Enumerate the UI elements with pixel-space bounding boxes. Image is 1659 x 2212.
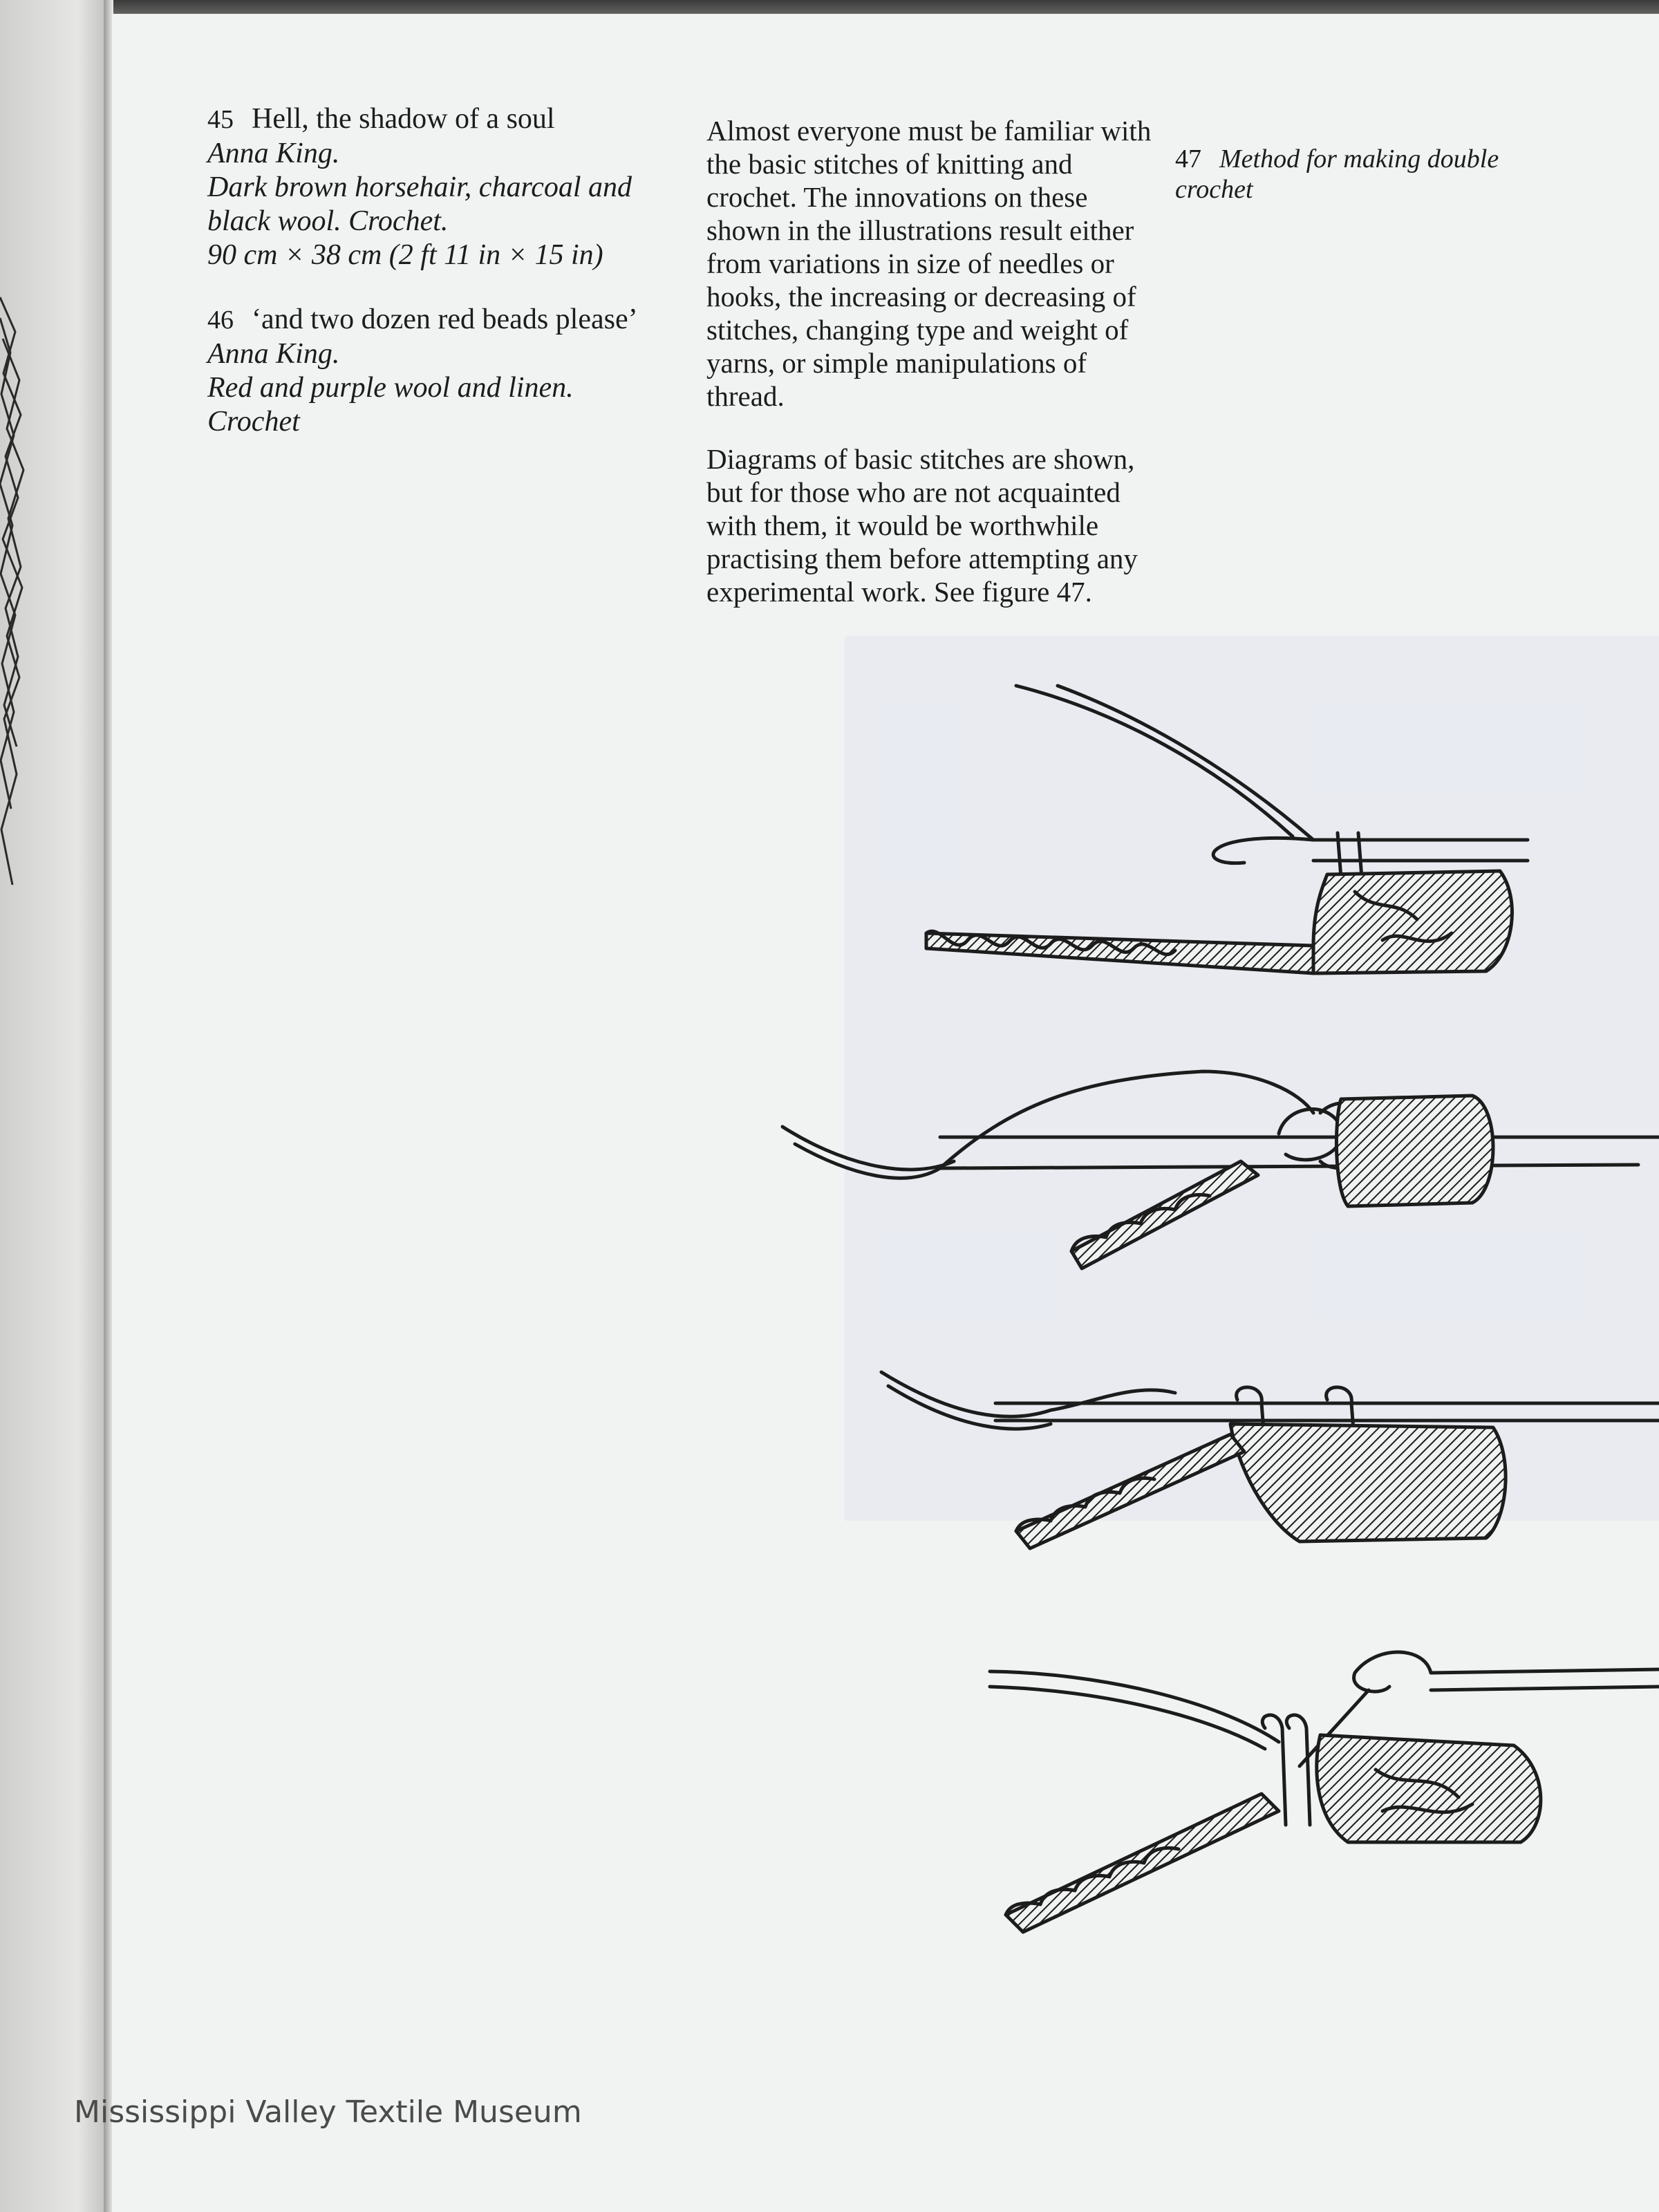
figure-title: Hell, the shadow of a soul — [252, 103, 555, 135]
paragraph-text: Almost everyone must be familiar with the basic stitches of knitting and crochet. The innovations on these shown in the illustrations result either from variations in size of needles or hooks, the increasing or decreasing of stitches, changing type and weight of yarns, or simple manipulations of thread. — [706, 115, 1152, 412]
diagram-step-2 — [782, 1071, 1659, 1268]
figure-artist: Anna King. — [207, 338, 340, 370]
figure-artist: Anna King. — [207, 138, 340, 169]
paragraph-text: Diagrams of basic stitches are shown, but for those who are not acquainted with them, it would be worthwhile practising them before attempting any experimental work. See figure 47. — [706, 443, 1138, 608]
diagram-step-1 — [926, 686, 1528, 973]
figure-title: Method for making double crochet — [1175, 144, 1499, 204]
figure-materials: Red and purple wool and linen. Crochet — [207, 372, 574, 438]
figure-number: 47 — [1175, 144, 1201, 174]
diagram-step-4 — [990, 1652, 1659, 1932]
figure-dimensions: 90 cm × 38 cm (2 ft 11 in × 15 in) — [207, 239, 603, 271]
figure-materials: Dark brown horsehair, charcoal and black wool. Crochet. — [207, 171, 632, 237]
figure-number: 45 — [207, 105, 234, 134]
figure-title: ‘and two dozen red beads please’ — [252, 303, 636, 335]
museum-watermark: Mississippi Valley Textile Museum — [74, 2094, 582, 2130]
diagram-step-3 — [881, 1372, 1659, 1548]
figure-number: 46 — [207, 306, 234, 335]
